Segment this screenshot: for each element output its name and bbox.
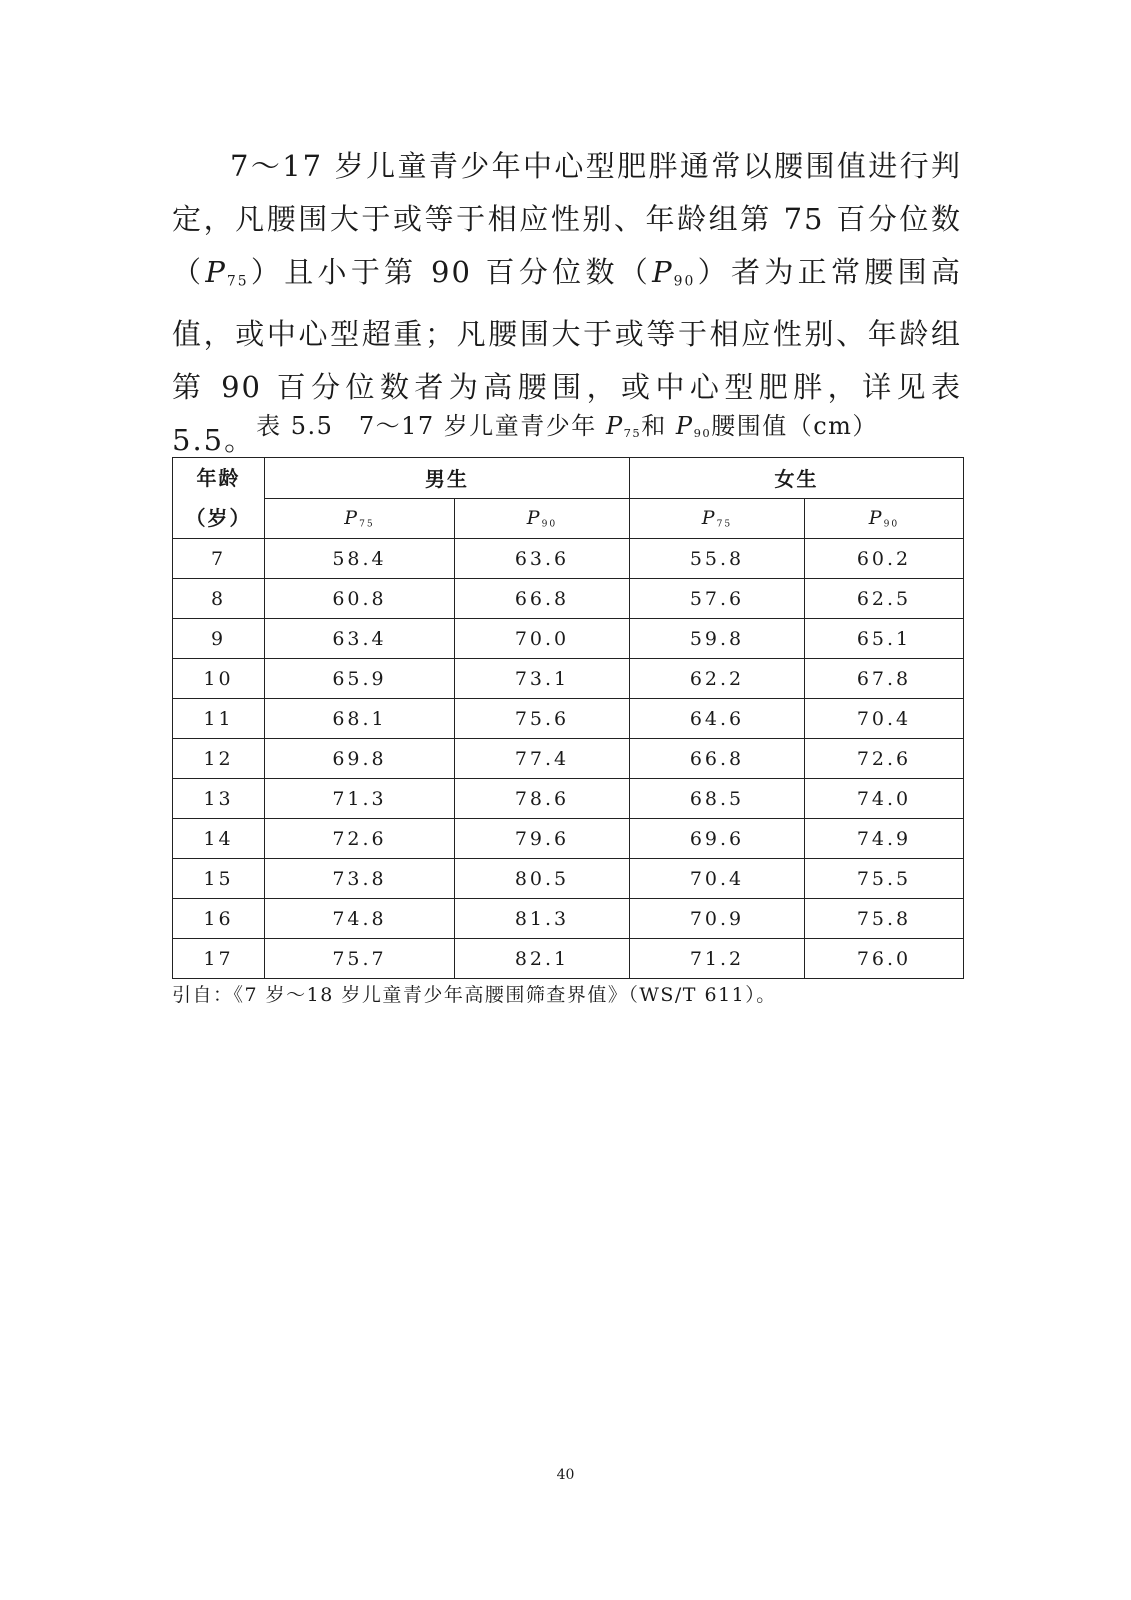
source-note: 引自：《7 岁～18 岁儿童青少年高腰围筛查界值》（WS/T 611）。 xyxy=(172,984,777,1006)
age-cell: 8 xyxy=(173,579,265,619)
table-row xyxy=(173,539,964,579)
female-p90-cell: 60.2 xyxy=(805,539,964,579)
male-p90-cell: 78.6 xyxy=(455,779,630,819)
male-p90-cell: 66.8 xyxy=(455,579,630,619)
age-cell: 15 xyxy=(173,859,265,899)
male-p75-cell: 68.1 xyxy=(265,699,455,739)
male-p75-cell: 74.8 xyxy=(265,899,455,939)
paragraph-text-1: 7～17 岁儿童青少年中心型肥胖通常以腰围值进行判定，凡腰围大于或等于相应性别、年龄组第 75 百分位数（ xyxy=(172,149,962,289)
table-subheader-row xyxy=(173,498,964,539)
table-caption: 表 5.5 7～17 岁儿童青少年 $P_{75}$和 $P_{90}$腰围值（cm） xyxy=(256,412,878,440)
female-p90-cell: 67.8 xyxy=(805,659,964,699)
caption-p75-symbol: $P_{75}$ xyxy=(605,412,642,440)
male-p90-cell: 73.1 xyxy=(455,659,630,699)
female-p90-cell: 74.9 xyxy=(805,819,964,859)
age-cell: 16 xyxy=(173,899,265,939)
male-p90-cell: 82.1 xyxy=(455,939,630,979)
male-p90-cell: 77.4 xyxy=(455,739,630,779)
female-p90-cell: 72.6 xyxy=(805,739,964,779)
male-p90-cell: 80.5 xyxy=(455,859,630,899)
table-row xyxy=(173,699,964,739)
female-p90-header: $P_{90}$ xyxy=(805,498,964,539)
male-p90-cell: 79.6 xyxy=(455,819,630,859)
female-p90-cell: 75.8 xyxy=(805,899,964,939)
female-p75-cell: 70.4 xyxy=(630,859,805,899)
male-p75-cell: 75.7 xyxy=(265,939,455,979)
table-row xyxy=(173,939,964,979)
female-p90-cell: 74.0 xyxy=(805,779,964,819)
male-p75-cell: 60.8 xyxy=(265,579,455,619)
paragraph-text-3: ）者为正常腰围高值，或中心型超重；凡腰围大于或等于相应性别、年龄组第 90 百分位数者为高腰围，或中心型肥胖，详见表 5.5。 xyxy=(172,255,962,458)
page-number: 40 xyxy=(556,1467,575,1483)
male-p90-header: $P_{90}$ xyxy=(455,498,630,539)
age-cell: 13 xyxy=(173,779,265,819)
p75-symbol: $P_{75}$ xyxy=(205,255,249,290)
male-p75-cell: 58.4 xyxy=(265,539,455,579)
female-p75-cell: 70.9 xyxy=(630,899,805,939)
female-p90-cell: 70.4 xyxy=(805,699,964,739)
female-p75-cell: 68.5 xyxy=(630,779,805,819)
male-p90-cell: 63.6 xyxy=(455,539,630,579)
age-cell: 11 xyxy=(173,699,265,739)
male-p75-cell: 65.9 xyxy=(265,659,455,699)
table-row xyxy=(173,619,964,659)
male-p75-cell: 71.3 xyxy=(265,779,455,819)
female-p75-cell: 64.6 xyxy=(630,699,805,739)
male-p75-header: $P_{75}$ xyxy=(265,498,455,539)
male-p90-cell: 70.0 xyxy=(455,619,630,659)
female-p90-cell: 76.0 xyxy=(805,939,964,979)
table-row xyxy=(173,739,964,779)
age-cell: 14 xyxy=(173,819,265,859)
table-row xyxy=(173,899,964,939)
female-p75-cell: 69.6 xyxy=(630,819,805,859)
table-row xyxy=(173,859,964,899)
female-p90-cell: 62.5 xyxy=(805,579,964,619)
male-p75-cell: 69.8 xyxy=(265,739,455,779)
female-p75-cell: 55.8 xyxy=(630,539,805,579)
female-p75-cell: 57.6 xyxy=(630,579,805,619)
age-cell: 17 xyxy=(173,939,265,979)
female-p90-cell: 65.1 xyxy=(805,619,964,659)
female-header: 女生 xyxy=(630,458,964,499)
p90-symbol: $P_{90}$ xyxy=(652,255,696,290)
age-cell: 7 xyxy=(173,539,265,579)
female-p75-cell: 66.8 xyxy=(630,739,805,779)
male-p90-cell: 75.6 xyxy=(455,699,630,739)
table-row xyxy=(173,659,964,699)
table-row xyxy=(173,779,964,819)
age-cell: 12 xyxy=(173,739,265,779)
female-p75-header: $P_{75}$ xyxy=(630,498,805,539)
age-cell: 10 xyxy=(173,659,265,699)
table-row xyxy=(173,579,964,619)
age-cell: 9 xyxy=(173,619,265,659)
waist-circumference-table xyxy=(172,457,964,979)
female-p75-cell: 62.2 xyxy=(630,659,805,699)
female-p75-cell: 71.2 xyxy=(630,939,805,979)
age-column-header: 年龄 （岁） xyxy=(173,458,265,539)
male-p75-cell: 63.4 xyxy=(265,619,455,659)
female-p90-cell: 75.5 xyxy=(805,859,964,899)
table-header-row xyxy=(173,458,964,499)
male-header: 男生 xyxy=(265,458,630,499)
male-p75-cell: 73.8 xyxy=(265,859,455,899)
table-body xyxy=(173,539,964,979)
caption-p90-symbol: $P_{90}$ xyxy=(675,412,712,440)
male-p90-cell: 81.3 xyxy=(455,899,630,939)
paragraph-text-2: ）且小于第 90 百分位数（ xyxy=(248,255,653,289)
male-p75-cell: 72.6 xyxy=(265,819,455,859)
table-row xyxy=(173,819,964,859)
female-p75-cell: 59.8 xyxy=(630,619,805,659)
